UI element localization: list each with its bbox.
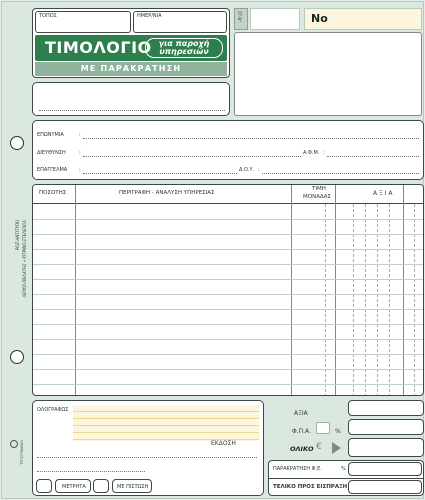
col-header-description: ΠΕΡΙΓΡΑΦΗ - ΑΝΑΛΥΣΗ ΥΠΗΡΕΣΙΑΣ	[119, 190, 215, 196]
issuer-details-box[interactable]	[32, 82, 230, 116]
invoice-withholding-subtitle: ΜΕ ΠΑΡΑΚΡΑΤΗΣΗ	[35, 62, 227, 76]
binder-hole-bottom	[10, 350, 24, 364]
publisher-text: ΤΥΠΟΓΡΑΦΕΙΟ	[20, 440, 24, 465]
col-sep-value-4	[389, 204, 390, 396]
items-table-header	[33, 185, 423, 204]
col-header-value: Α Ξ Ι Α	[373, 190, 393, 197]
total-amount-field[interactable]	[348, 438, 424, 457]
table-row-line	[33, 309, 424, 310]
customer-profession-label: ΕΠΑΓΓΕΛΜΑ	[37, 167, 68, 173]
publisher-mark	[6, 440, 30, 470]
customer-afm-label: Α.Φ.Μ.	[303, 150, 320, 156]
withholding-section	[268, 460, 424, 496]
in-words-label: ΟΛΟΓΡΑΦΩΣ	[37, 407, 69, 413]
customer-address-label: ΔΙΕΥΘΥΝΣΗ	[37, 150, 66, 156]
header-place-date-box	[32, 8, 230, 78]
credit-checkbox[interactable]	[93, 479, 109, 493]
copy-note-line1: ΡΟΖ-ΑΝΤΙΤΥΠΟ	[15, 220, 20, 251]
col-sep-qty	[75, 185, 76, 396]
value-label: ΑΞΙΑ	[294, 410, 308, 417]
place-field[interactable]	[35, 11, 131, 33]
issuer-dotted-line	[39, 110, 225, 111]
place-label: ΤΟΠΟΣ	[39, 13, 57, 19]
customer-doy-label: Δ.Ο.Υ.	[239, 167, 255, 173]
table-row-line	[33, 234, 424, 235]
table-row-line	[33, 339, 424, 340]
customer-profession-colon: :	[79, 167, 81, 173]
invoice-title-subtitle-box	[145, 38, 223, 58]
col-sep-value-3	[377, 204, 378, 396]
table-row-line	[33, 264, 424, 265]
customer-address-colon: :	[79, 150, 81, 156]
table-row-line	[33, 369, 424, 370]
withholding-amount-field[interactable]	[348, 462, 422, 476]
invoice-sheet	[1, 1, 424, 499]
col-sep-desc	[291, 185, 292, 396]
date-field[interactable]	[133, 11, 227, 33]
invoice-title-sub-line2: υπηρεσιών	[159, 47, 209, 56]
cash-checkbox[interactable]	[36, 479, 52, 493]
stub-strip	[250, 8, 300, 30]
binder-hole-top	[10, 136, 24, 150]
customer-doy-field[interactable]	[262, 173, 419, 174]
total-label: ΟΛΙΚΟ	[290, 445, 314, 453]
withholding-divider	[269, 478, 423, 479]
date-label: ΗΜΕΡ/ΝΙΑ	[137, 13, 162, 19]
total-arrow-icon	[332, 442, 341, 454]
net-payable-amount-field[interactable]	[348, 480, 422, 494]
table-row-line	[33, 384, 424, 385]
vat-label: Φ.Π.Α.	[292, 428, 312, 435]
customer-doy-colon: :	[258, 167, 260, 173]
issue-label: ΕΚΔΟΣΗ	[211, 440, 236, 447]
stamp-box	[234, 32, 422, 116]
customer-address-field[interactable]	[83, 156, 301, 157]
issue-dotted-line-2	[37, 471, 145, 472]
withholding-percent: %	[341, 466, 346, 472]
customer-afm-colon: :	[323, 150, 325, 156]
customer-name-label: ΕΠΩΝΥΜΙΑ	[37, 132, 64, 138]
credit-button[interactable]	[112, 479, 152, 493]
customer-name-colon: :	[79, 132, 81, 138]
net-payable-label: ΤΕΛΙΚΟ ΠΡΟΣ ΕΙΣΠΡΑΞΗ	[273, 484, 348, 490]
value-amount-field[interactable]	[348, 400, 424, 416]
cash-label: ΜΕΤΡΗΤΑ	[62, 484, 86, 490]
table-row-line	[33, 249, 424, 250]
table-row-line	[33, 294, 424, 295]
items-table	[32, 184, 424, 396]
col-sep-value-5	[414, 204, 415, 396]
table-row-line	[33, 219, 424, 220]
col-sep-value-2	[365, 204, 366, 396]
credit-label: ΜΕ ΠΙΣΤΩΣΗ	[117, 484, 149, 490]
customer-name-field[interactable]	[83, 138, 419, 139]
table-row-line	[33, 279, 424, 280]
customer-info-box	[32, 120, 424, 180]
cash-button[interactable]	[55, 479, 91, 493]
doc-code-text: ΣΤ-Ν°	[237, 11, 242, 23]
footer-words-box	[32, 400, 264, 496]
total-currency: €	[316, 442, 322, 452]
vat-amount-field[interactable]	[348, 419, 424, 435]
invoice-title-banner	[35, 35, 227, 61]
number-box	[304, 8, 422, 30]
customer-profession-field[interactable]	[83, 173, 237, 174]
withholding-label: ΠΑΡΑΚΡΑΤΗΣΗ Φ.Ε.	[273, 466, 322, 472]
vat-percent: %	[335, 428, 341, 435]
col-header-unit-price-2: ΜΟΝΑΔΑΣ	[303, 194, 331, 200]
col-sep-value-cents	[403, 185, 404, 396]
number-label: No	[311, 12, 328, 25]
publisher-logo-icon	[10, 440, 18, 448]
issue-dotted-line-1	[37, 457, 257, 458]
col-header-quantity: ΠΟΣΟΤΗΣ	[39, 190, 67, 196]
vat-rate-field[interactable]	[316, 422, 330, 434]
in-words-field[interactable]	[73, 405, 259, 441]
table-row-line	[33, 324, 424, 325]
invoice-title-sub-line1: για παροχή	[158, 39, 210, 48]
col-header-unit-price-1: ΤΙΜΗ	[312, 186, 326, 192]
doc-code-tag	[234, 8, 248, 30]
invoice-title-main: ΤΙΜΟΛΟΓΙΟ	[45, 38, 152, 57]
table-row-line	[33, 354, 424, 355]
col-sep-price	[335, 185, 336, 396]
copy-note-line2: ΛΕΥΚΟ-ΠΕΛΑΤΗΣ • ΚΙΤΡΙΝΟ-ΣΤΕΛΕΧΟΣ	[22, 220, 27, 298]
col-sep-price-cents	[325, 204, 326, 396]
customer-afm-field[interactable]	[327, 156, 419, 157]
col-sep-value-1	[353, 204, 354, 396]
